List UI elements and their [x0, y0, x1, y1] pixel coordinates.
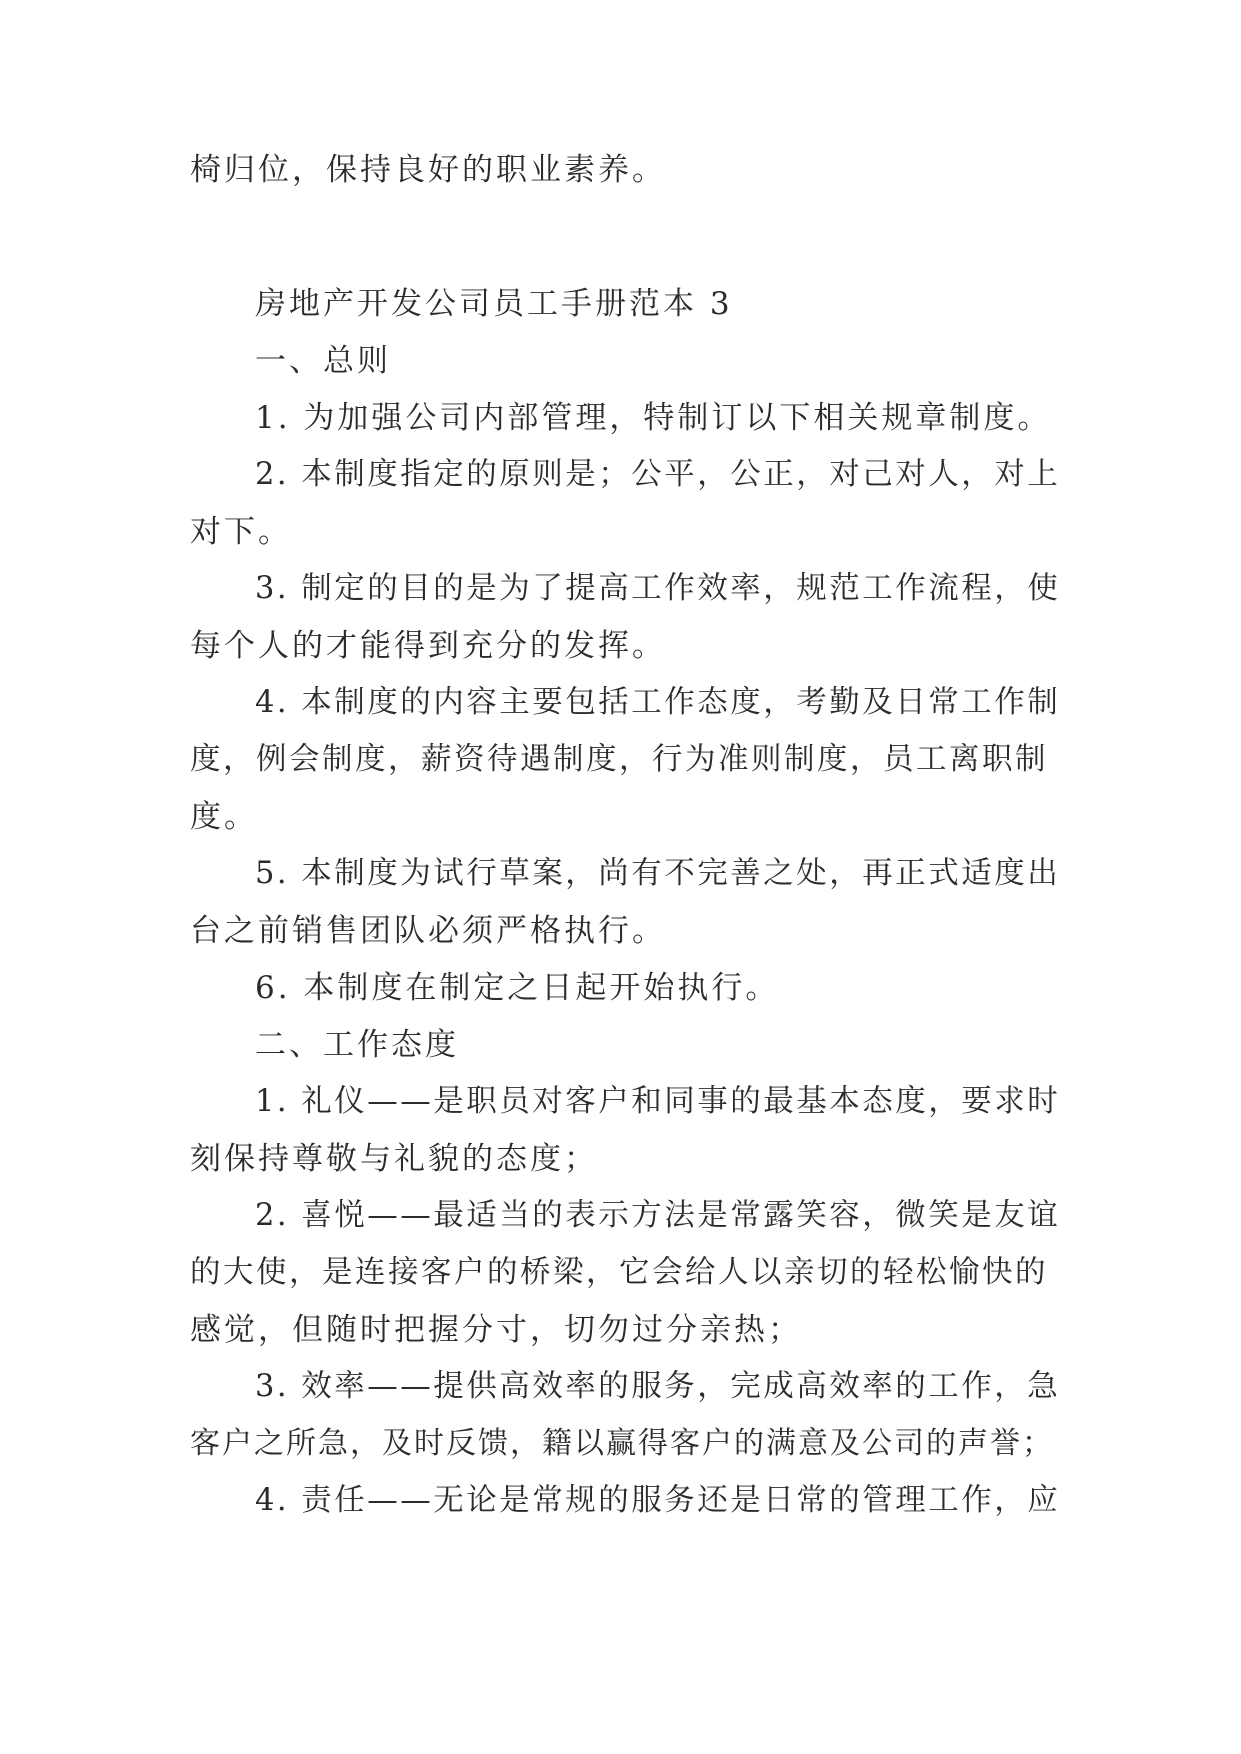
paragraph-line: 客户之所急，及时反馈，籍以赢得客户的满意及公司的声誉； [190, 1426, 1054, 1461]
paragraph-line: 3. 效率——提供高效率的服务，完成高效率的工作，急 [255, 1369, 1061, 1404]
paragraph-line: 4. 本制度的内容主要包括工作态度，考勤及日常工作制 [255, 685, 1061, 720]
section-title: 房地产开发公司员工手册范本 3 [255, 286, 733, 322]
paragraph-line: 度。 [190, 799, 258, 835]
paragraph-line: 感觉，但随时把握分寸，切勿过分亲热； [190, 1312, 802, 1348]
paragraph-line: 刻保持尊敬与礼貌的态度； [190, 1141, 598, 1177]
paragraph-line: 5. 本制度为试行草案，尚有不完善之处，再正式适度出 [255, 856, 1061, 891]
text-line: 椅归位，保持良好的职业素养。 [190, 152, 666, 188]
paragraph-line: 1. 礼仪——是职员对客户和同事的最基本态度，要求时 [255, 1084, 1061, 1119]
section-heading: 一、总则 [255, 343, 391, 379]
paragraph-line: 1. 为加强公司内部管理，特制订以下相关规章制度。 [255, 400, 1052, 436]
paragraph-line: 度，例会制度，薪资待遇制度，行为准则制度，员工离职制 [190, 742, 1048, 777]
paragraph-line: 的大使，是连接客户的桥梁，它会给人以亲切的轻松愉快的 [190, 1255, 1048, 1290]
paragraph-line: 对下。 [190, 514, 292, 550]
paragraph-line: 3. 制定的目的是为了提高工作效率，规范工作流程，使 [255, 571, 1061, 606]
section-heading: 二、工作态度 [255, 1027, 459, 1063]
paragraph-line: 2. 喜悦——最适当的表示方法是常露笑容，微笑是友谊 [255, 1198, 1061, 1233]
paragraph-line: 6. 本制度在制定之日起开始执行。 [255, 970, 780, 1006]
paragraph-line: 台之前销售团队必须严格执行。 [190, 913, 666, 949]
paragraph-line: 4. 责任——无论是常规的服务还是日常的管理工作，应 [255, 1483, 1061, 1518]
paragraph-line: 2. 本制度指定的原则是；公平，公正，对己对人，对上 [255, 457, 1061, 492]
paragraph-line: 每个人的才能得到充分的发挥。 [190, 628, 666, 664]
